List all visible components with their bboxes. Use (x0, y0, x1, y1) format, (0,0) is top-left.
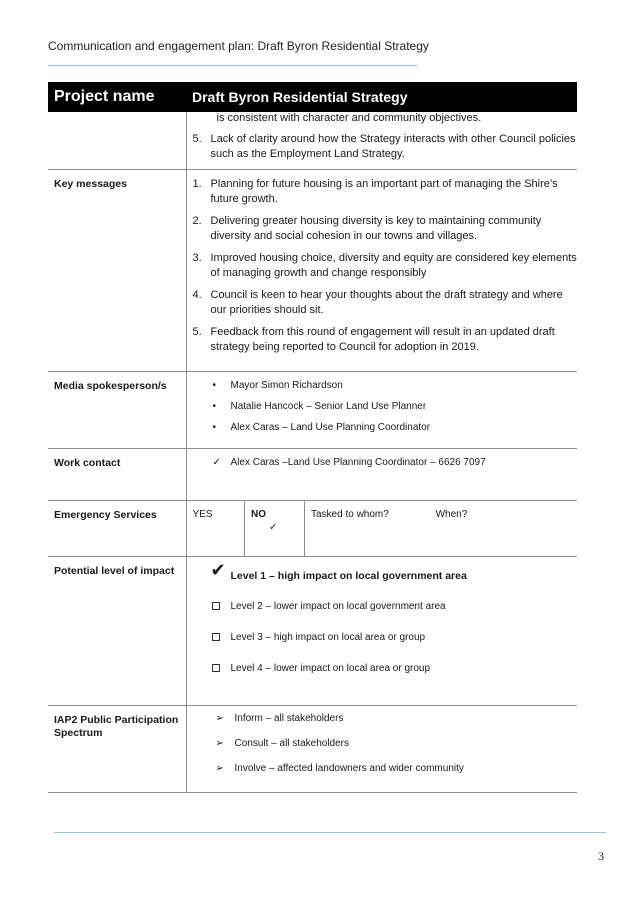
media-content (186, 372, 577, 449)
iap2-content (186, 706, 577, 793)
impact-level-bold: Level 1 (230, 570, 267, 582)
emergency-tasked: Tasked to whom? (311, 509, 389, 520)
impact-level-text: Level 3 – high impact on local area or group (230, 632, 426, 643)
list-text: Planning for future housing is an important part of managing the Shire’s future growth. (210, 178, 558, 205)
list-text: Feedback from this round of engagement will result in an updated draft strategy being reported to Council for adoption in 2019. (210, 326, 555, 353)
list-item (187, 421, 578, 435)
list-item (187, 379, 578, 393)
checkbox-icon (212, 602, 220, 610)
list-item (187, 325, 578, 355)
list-item (187, 132, 578, 162)
list-item (187, 712, 578, 726)
key-messages-content (186, 170, 577, 372)
bullet-icon: • (212, 380, 217, 391)
list-number: 5. (192, 326, 202, 338)
list-text: Natalie Hancock – Senior Land Use Planner (230, 401, 427, 412)
header-rule (48, 65, 418, 66)
list-item (187, 251, 578, 281)
emergency-row (48, 501, 577, 557)
check-icon: ✓ (269, 522, 278, 533)
impact-list (187, 560, 578, 676)
list-text: Council is keen to hear your thoughts about the draft strategy and where our priorities should sit. (210, 289, 563, 316)
list-item (187, 456, 578, 470)
emergency-no: NO (251, 509, 266, 520)
page-number: 3 (598, 849, 604, 863)
emergency-subtable (187, 501, 578, 556)
impact-row (48, 557, 577, 706)
list-number: 4. (192, 289, 202, 301)
continued-row (48, 112, 577, 170)
list-number: 1. (192, 178, 202, 190)
emergency-label: Emergency Services (48, 501, 186, 557)
work-contact-text: Alex Caras –Land Use Planning Coordinator – 6626 7097 (230, 457, 486, 468)
impact-level-item (187, 631, 578, 645)
list-text: Lack of clarity around how the Strategy interacts with other Council policies such as the Employment Land Strategy. (210, 133, 576, 160)
list-item (187, 177, 578, 207)
impact-content (186, 557, 577, 706)
emergency-content (186, 501, 577, 557)
list-item (187, 214, 578, 244)
list-item (187, 762, 578, 776)
emergency-no-cell (245, 501, 305, 556)
media-label: Media spokesperson/s (48, 372, 186, 449)
list-text: Delivering greater housing diversity is key to maintaining community diversity and social cohesion in our towns and villages. (210, 215, 542, 242)
project-name-label: Project name (48, 82, 186, 112)
list-text: Inform – all stakeholders (234, 713, 344, 724)
iap2-row (48, 706, 577, 793)
check-icon: ✓ (212, 457, 221, 468)
media-row (48, 372, 577, 449)
list-item (187, 400, 578, 414)
impact-level-text: Level 2 – lower impact on local government area (230, 601, 446, 612)
emergency-tasked-cell (305, 501, 578, 556)
checkbox-icon (212, 664, 220, 672)
list-number: 5. (192, 133, 202, 145)
list-text: Involve – affected landowners and wider community (234, 763, 464, 774)
impact-level-item (187, 600, 578, 614)
impact-level-item (187, 560, 578, 583)
document-header: Communication and engagement plan: Draft Byron Residential Strategy (48, 39, 429, 53)
arrow-icon: ➢ (215, 763, 224, 774)
continued-fragment: is consistent with character and community objectives. (216, 112, 482, 124)
arrow-icon: ➢ (215, 713, 224, 724)
work-contact-label: Work contact (48, 449, 186, 501)
list-text: Mayor Simon Richardson (230, 380, 343, 391)
arrow-icon: ➢ (215, 738, 224, 749)
iap2-label: IAP2 Public Participation Spectrum (48, 706, 186, 793)
plan-table (48, 82, 577, 793)
key-messages-label: Key messages (48, 170, 186, 372)
impact-level-text: – high impact on local government area (266, 570, 467, 582)
key-messages-list (187, 177, 578, 355)
checkbox-icon (212, 633, 220, 641)
key-messages-row (48, 170, 577, 372)
media-list (187, 379, 578, 435)
work-contact-row (48, 449, 577, 501)
project-name-value: Draft Byron Residential Strategy (186, 82, 577, 112)
list-text: Alex Caras – Land Use Planning Coordinator (230, 422, 431, 433)
impact-level-text: Level 4 – lower impact on local area or group (230, 663, 431, 674)
list-text: Improved housing choice, diversity and equity are considered key elements of managing growth and change responsibly (210, 252, 577, 279)
iap2-list (187, 712, 578, 776)
list-item (187, 737, 578, 751)
bullet-icon: • (212, 401, 217, 412)
work-contact-content (186, 449, 577, 501)
table-header-row (48, 82, 577, 112)
list-item (187, 288, 578, 318)
emergency-when: When? (435, 509, 468, 520)
list-text: Consult – all stakeholders (234, 738, 350, 749)
impact-label: Potential level of impact (48, 557, 186, 706)
checkmark-icon: ✔ (210, 560, 226, 580)
continued-label (48, 112, 186, 170)
impact-level-item (187, 662, 578, 676)
bullet-icon: • (212, 422, 217, 433)
emergency-yes: YES (192, 509, 213, 520)
continued-content (186, 112, 577, 170)
footer-rule (54, 832, 606, 833)
list-number: 3. (192, 252, 202, 264)
list-number: 2. (192, 215, 202, 227)
